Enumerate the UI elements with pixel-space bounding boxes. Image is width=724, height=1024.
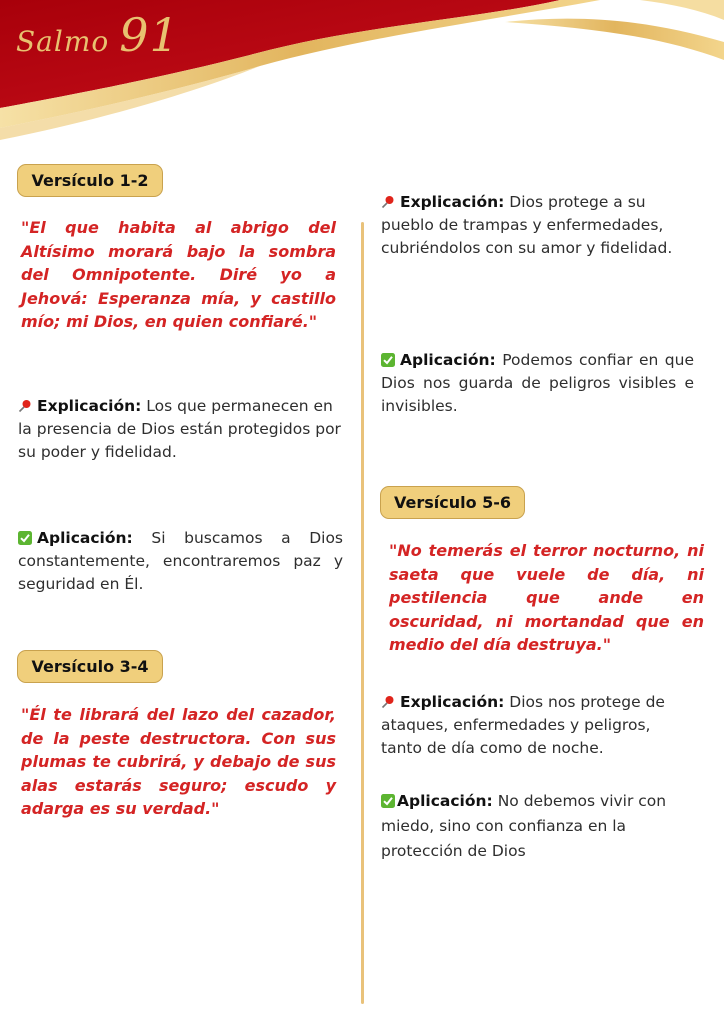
- aplicacion-paragraph-1: [18, 527, 343, 596]
- pushpin-icon: [381, 695, 395, 709]
- aplicacion-paragraph-2: [381, 349, 694, 418]
- explicacion-text: Dios nos protege de ataques, enfermedades y peligros, tanto de día como de noche.: [381, 693, 665, 757]
- aplicacion-label: Aplicación:: [397, 792, 493, 810]
- page-title: [16, 8, 180, 62]
- explicacion-paragraph-3: [381, 691, 686, 760]
- pushpin-icon: [381, 195, 395, 209]
- check-mark-button-icon: [381, 794, 395, 808]
- aplicacion-text: Podemos confiar en que Dios nos guarda de peligros visibles e invisibles.: [381, 351, 694, 415]
- explicacion-paragraph-2: [381, 191, 686, 260]
- aplicacion-label: Aplicación:: [400, 351, 496, 369]
- verse-badge-3-4: Versículo 3-4: [17, 650, 163, 683]
- explicacion-paragraph-1: [18, 395, 343, 464]
- verse-quote-5-6: "No temerás el terror nocturno, ni saeta que vuele de día, ni pestilencia que ande en oscuridad, ni mortandad que en medio del día destruya.": [389, 541, 704, 654]
- verse-badge-1-2: Versículo 1-2: [17, 164, 163, 197]
- verse-quote-3-4: "Él te librará del lazo del cazador, de la peste destructora. Con sus plumas te cubrirá, y debajo de sus alas estarás seguro; escudo y adarga es su verdad.": [21, 705, 336, 818]
- explicacion-text: Los que permanecen en la presencia de Dios están protegidos por su poder y fidelidad.: [18, 397, 341, 461]
- aplicacion-paragraph-3: [381, 789, 701, 864]
- column-divider: [361, 222, 364, 1004]
- check-mark-button-icon: [381, 353, 395, 367]
- pushpin-icon: [18, 399, 32, 413]
- title-number: 91: [119, 8, 180, 62]
- title-word: Salmo: [16, 25, 110, 58]
- explicacion-label: Explicación:: [37, 397, 142, 415]
- explicacion-text: Dios protege a su pueblo de trampas y enfermedades, cubriéndolos con su amor y fidelidad.: [381, 193, 673, 257]
- explicacion-label: Explicación:: [400, 193, 505, 211]
- explicacion-label: Explicación:: [400, 693, 505, 711]
- aplicacion-text: No debemos vivir con miedo, sino con confianza en la protección de Dios: [381, 792, 667, 860]
- aplicacion-label: Aplicación:: [37, 529, 133, 547]
- aplicacion-text: Si buscamos a Dios constantemente, encontraremos paz y seguridad en Él.: [18, 529, 344, 593]
- verse-quote-1-2: "El que habita al abrigo del Altísimo morará bajo la sombra del Omnipotente. Diré yo a Jehová: Esperanza mía, y castillo mío; mi Dios, en quien confiaré.": [21, 218, 336, 331]
- check-mark-button-icon: [18, 531, 32, 545]
- verse-badge-5-6: Versículo 5-6: [380, 486, 525, 519]
